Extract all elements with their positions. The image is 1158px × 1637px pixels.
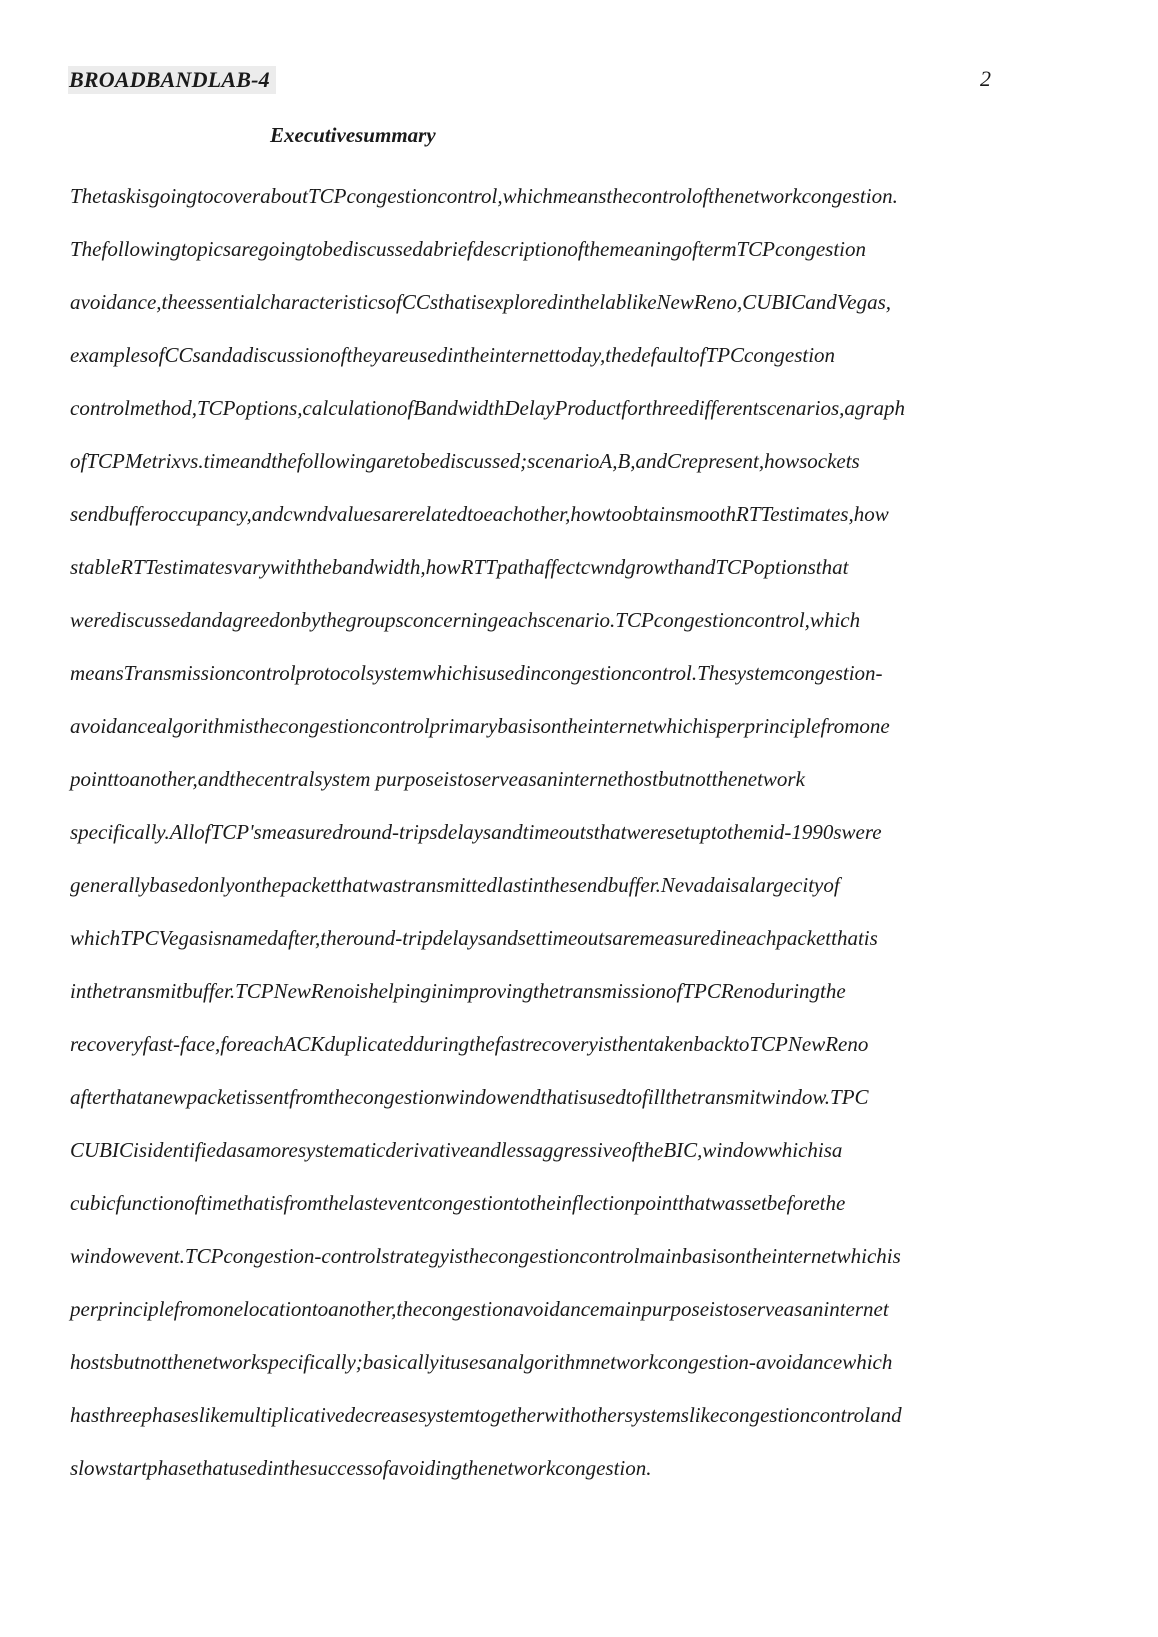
body-line: perprinciplefromonelocationtoanother,thecongestionavoidancemainpurposeistoserveasaninternet	[70, 1297, 889, 1321]
body-line: controlmethod,TCPoptions,calculationofBandwidthDelayProductforthreedifferentscenarios,agraph	[70, 396, 906, 420]
body-line: afterthatanewpacketissentfromthecongestionwindowendthatisusedtofillthetransmitwindow.TPC	[70, 1085, 869, 1109]
body-line: cubicfunctionoftimethatisfromthelasteventcongestiontotheinflectionpointthatwassetbeforethe	[70, 1191, 846, 1215]
body-line: avoidancealgorithmisthecongestioncontrolprimarybasisontheinternetwhichisperprinciplefromone	[70, 714, 890, 738]
running-head: BROADBANDLAB-4	[68, 66, 276, 94]
body-line: generallybasedonlyonthepacketthatwastransmittedlastinthesendbuffer.Nevadaisalargecityof	[70, 873, 840, 897]
section-heading: Executivesummary	[270, 123, 436, 147]
body-line: windowevent.TCPcongestion-controlstrategyisthecongestioncontrolmainbasisontheinternetwhichis	[70, 1244, 901, 1268]
body-line: examplesofCCsandadiscussionoftheyareusedintheinternettoday,thedefaultofTPCcongestion	[70, 343, 836, 367]
body-line: slowstartphasethatusedinthesuccessofavoidingthenetworkcongestion.	[70, 1456, 652, 1480]
body-line: meansTransmissioncontrolprotocolsystemwhichisusedincongestioncontrol.Thesystemcongestion-	[70, 661, 883, 685]
body-line: ofTCPMetrixvs.timeandthefollowingaretobediscussed;scenarioA,B,andCrepresent,howsockets	[70, 449, 860, 473]
body-line: avoidance,theessentialcharacteristicsofCCsthatisexploredinthelablikeNewReno,CUBICandVegas,	[70, 290, 891, 314]
body-line: specifically.AllofTCP'smeasuredround-tripsdelaysandtimeoutsthatweresetuptothemid-1990swere	[70, 820, 882, 844]
body-line: recoveryfast-face,foreachACKduplicatedduringthefastrecoveryisthentakenbacktoTCPNewReno	[70, 1032, 869, 1056]
body-line: sendbufferoccupancy,andcwndvaluesarerelatedtoeachother,howtoobtainsmoothRTTestimates,how	[70, 502, 889, 526]
body-line: stableRTTestimatesvarywiththebandwidth,howRTTpathaffectcwndgrowthandTCPoptionsthat	[70, 555, 849, 579]
body-line: inthetransmitbuffer.TCPNewRenoishelpinginimprovingthetransmissionofTPCRenoduringthe	[70, 979, 846, 1003]
body-line: ThefollowingtopicsaregoingtobediscussedabriefdescriptionofthemeaningoftermTCPcongestion	[70, 237, 866, 261]
body-line: ThetaskisgoingtocoveraboutTCPcongestioncontrol,whichmeansthecontrolofthenetworkcongestion.	[70, 184, 898, 208]
body-line: CUBICisidentifiedasamoresystematicderivativeandlessaggressiveoftheBIC,windowwhichisa	[70, 1138, 843, 1162]
body-line: pointtoanother,andthecentralsystem purposeistoserveasaninternethostbutnotthenetwork	[70, 767, 805, 791]
body-line: whichTPCVegasisnamedafter,theround-tripdelaysandsettimeoutsaremeasuredineachpacketthatis	[70, 926, 878, 950]
body-line: hostsbutnotthenetworkspecifically;basicallyitusesanalgorithmnetworkcongestion-avoidancewhich	[70, 1350, 893, 1374]
body-line: werediscussedandagreedonbythegroupsconcerningeachscenario.TCPcongestioncontrol,which	[70, 608, 861, 632]
page-number: 2	[980, 66, 991, 91]
body-line: hasthreephaseslikemultiplicativedecreasesystemtogetherwithothersystemslikecongestioncontroland	[70, 1403, 902, 1427]
